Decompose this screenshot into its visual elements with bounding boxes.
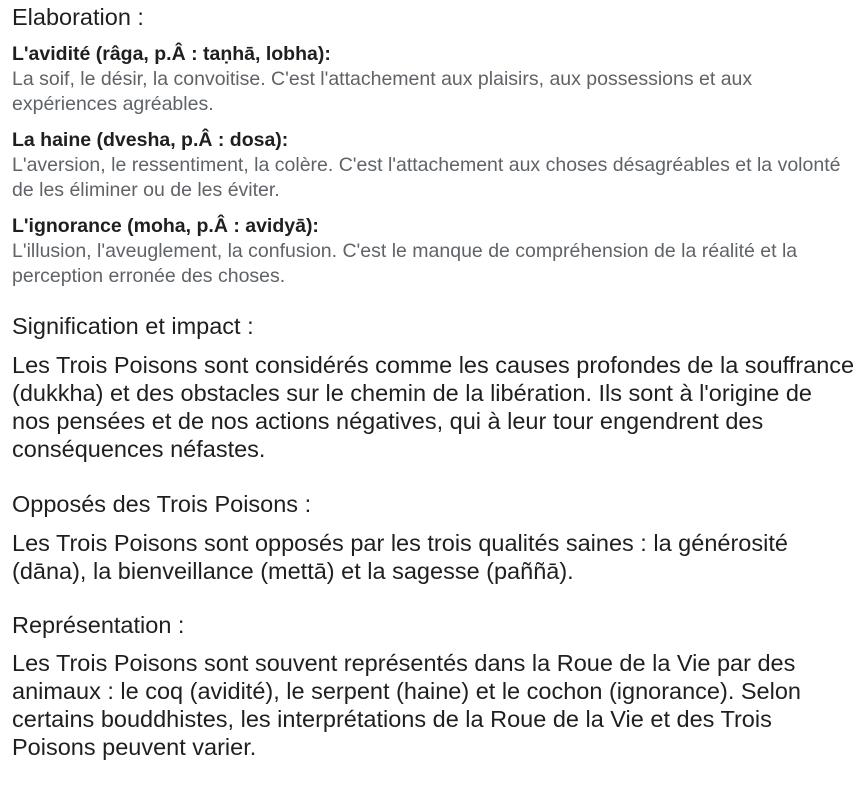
term-title: L'ignorance (moha, p.Â : avidyā): (12, 215, 319, 237)
signification-heading: Signification et impact : (12, 313, 254, 339)
signification-paragraph: Les Trois Poisons sont considérés comme les causes profondes de la souffrance (dukkha) et des obstacles sur le chemin de la libération. Ils sont à l'origine de nos pensées et de nos actions négatives, qui à leur tour engendrent des conséquences néfastes. (12, 352, 855, 462)
signification-section (12, 311, 856, 463)
opposes-paragraph: Les Trois Poisons sont opposés par les trois qualités saines : la générosité (dāna), la bienveillance (mettā) et la sagesse (paññā). (12, 530, 788, 584)
opposes-heading: Opposés des Trois Poisons : (12, 491, 312, 517)
opposes-section (12, 489, 856, 585)
term-description: La soif, le désir, la convoitise. C'est l'attachement aux plaisirs, aux possessions et aux expériences agréables. (12, 68, 753, 115)
elaboration-heading: Elaboration : (12, 4, 144, 30)
elaboration-section (12, 2, 856, 288)
representation-paragraph: Les Trois Poisons sont souvent représentés dans la Roue de la Vie par des animaux : le coq (avidité), le serpent (haine) et le cochon (ignorance). Selon certains bouddhistes, les interprétations de la Roue de la Vie et des Trois Poisons peuvent varier. (12, 650, 801, 760)
term-item-avidite (12, 41, 856, 116)
term-description: L'illusion, l'aveuglement, la confusion. C'est le manque de compréhension de la réalité et la perception erronée des choses. (12, 240, 798, 287)
term-item-haine (12, 127, 856, 202)
term-title: L'avidité (râga, p.Â : taṇhā, lobha): (12, 43, 331, 65)
document-page (12, 0, 856, 761)
representation-heading: Représentation : (12, 612, 185, 638)
term-title: La haine (dvesha, p.Â : dosa): (12, 129, 289, 151)
representation-section (12, 610, 856, 761)
term-description: L'aversion, le ressentiment, la colère. C'est l'attachement aux choses désagréables et la volonté de les éliminer ou de les éviter. (12, 154, 841, 201)
term-item-ignorance (12, 213, 856, 288)
